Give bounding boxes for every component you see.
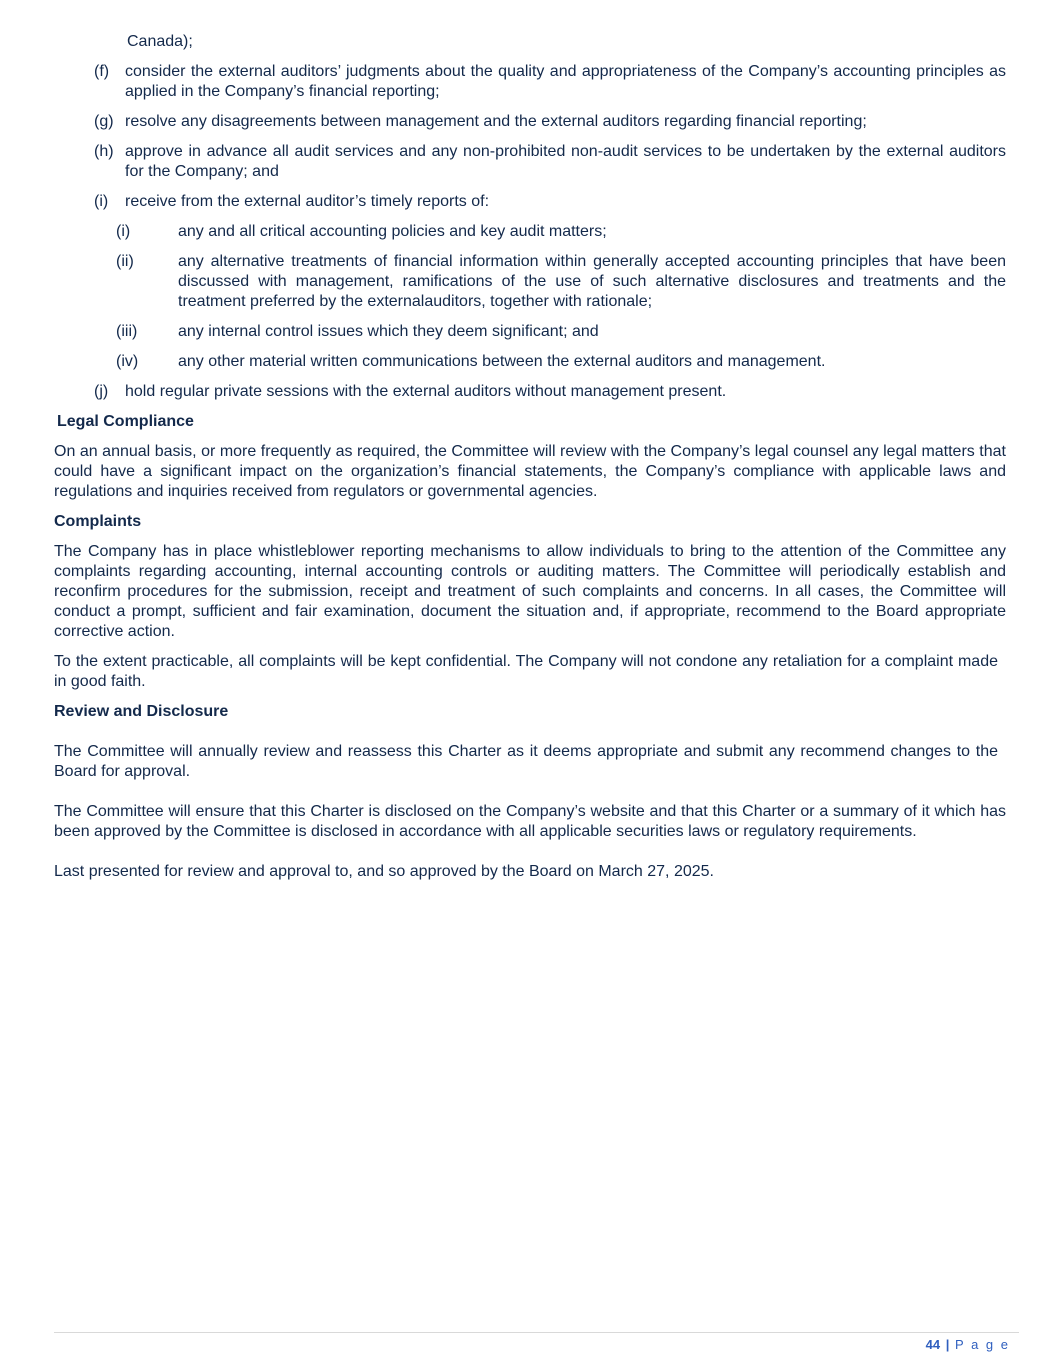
sublist-item-i xyxy=(54,222,1006,242)
sublist-marker: (iii) xyxy=(116,323,138,340)
document-page xyxy=(54,32,1006,892)
sublist-marker: (ii) xyxy=(116,253,134,270)
sublist-item-text: any internal control issues which they deem significant; and xyxy=(178,323,599,340)
complaints-paragraph-2: To the extent practicable, all complaints will be kept confidential. The Company will not condone any retaliation for a complaint made in good faith. xyxy=(54,653,998,690)
list-marker: (j) xyxy=(94,383,109,400)
sublist-marker: (iv) xyxy=(116,353,139,370)
review-paragraph-2: The Committee will ensure that this Charter is disclosed on the Company’s website and that this Charter or a summary of it which has been approved by the Committee is disclosed in accordance with all applicable securities laws or regulatory requirements. xyxy=(54,803,1006,840)
complaints-paragraph-1: The Company has in place whistleblower reporting mechanisms to allow individuals to bring to the attention of the Committee any complaints regarding accounting, internal accounting controls or auditing matters. The Committee will periodically establish and reconfirm procedures for the submission, receipt and treatment of such complaints and concerns. In all cases, the Committee will conduct a prompt, sufficient and fair examination, document the situation and, if appropriate, recommend to the Board appropriate corrective action. xyxy=(54,543,1006,640)
sublist-marker: (i) xyxy=(116,223,131,240)
list-marker: (i) xyxy=(94,193,109,210)
list-item-h xyxy=(54,142,1006,182)
page-footer xyxy=(926,1335,1010,1355)
review-paragraph-1: The Committee will annually review and reassess this Charter as it deems appropriate and submit any recommend changes to the Board for approval. xyxy=(54,743,998,780)
continuation-text: Canada); xyxy=(127,33,193,50)
list-item-g xyxy=(54,112,1006,132)
list-marker: (g) xyxy=(94,113,114,130)
list-item-j xyxy=(54,382,1006,402)
sublist-item-text: any other material written communications between the external auditors and management. xyxy=(178,353,826,370)
heading-complaints: Complaints xyxy=(54,513,142,530)
page-label: P a g e xyxy=(955,1337,1010,1352)
list-item-f xyxy=(54,62,1006,102)
sublist-item-iii xyxy=(54,322,1006,342)
list-item-text: hold regular private sessions with the external auditors without management present. xyxy=(125,383,727,400)
sublist-item-iv xyxy=(54,352,1006,372)
list-item-i xyxy=(54,192,1006,212)
footer-divider xyxy=(54,1332,1019,1333)
list-marker: (h) xyxy=(94,143,114,160)
list-item-text: resolve any disagreements between management and the external auditors regarding financial reporting; xyxy=(125,113,867,130)
list-marker: (f) xyxy=(94,63,110,80)
page-number: 44 xyxy=(925,1337,941,1352)
list-item-text: consider the external auditors’ judgments about the quality and appropriateness of the Company’s accounting principles as applied in the Company’s financial reporting; xyxy=(125,63,1006,100)
sublist-item-text: any and all critical accounting policies and key audit matters; xyxy=(178,223,607,240)
list-item-text: receive from the external auditor’s timely reports of: xyxy=(125,193,490,210)
approval-date-paragraph: Last presented for review and approval to, and so approved by the Board on March 27, 2025. xyxy=(54,863,714,880)
sublist-item-ii xyxy=(54,252,1006,312)
heading-review-disclosure: Review and Disclosure xyxy=(54,703,229,720)
legal-compliance-paragraph: On an annual basis, or more frequently as required, the Committee will review with the Company’s legal counsel any legal matters that could have a significant impact on the organization’s financial statements, the Company’s compliance with applicable laws and regulations and inquiries received from regulators or governmental agencies. xyxy=(54,443,1006,500)
page-separator: | xyxy=(945,1337,950,1352)
heading-legal-compliance: Legal Compliance xyxy=(57,413,194,430)
list-item-text: approve in advance all audit services and any non-prohibited non-audit services to be undertaken by the external auditors for the Company; and xyxy=(125,143,1006,180)
sublist-item-text: any alternative treatments of financial information within generally accepted accounting principles that have been discussed with management, ramifications of the use of such alternative disclosures and treatments and the treatment preferred by the externalauditors, together with rationale; xyxy=(178,253,1006,310)
